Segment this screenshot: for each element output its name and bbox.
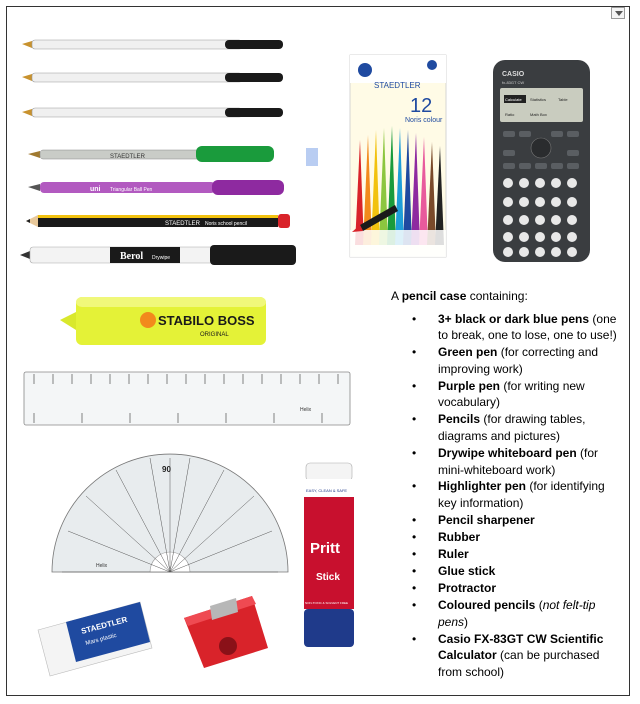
- list-intro: A pencil case containing:: [391, 289, 528, 303]
- pritt-label: Pritt: [310, 540, 340, 557]
- noris-pencil-label: STAEDTLER: [165, 221, 200, 227]
- noris-pencil-sub: Noris school pencil: [205, 221, 247, 227]
- list-item: • Pencils (for drawing tables, diagrams and pictures): [384, 411, 624, 444]
- list-item: • Glue stick: [384, 563, 624, 580]
- berol-sub: Drywipe: [152, 255, 171, 261]
- calc-menu-1: Calculate: [505, 97, 522, 102]
- highlighter: [60, 297, 266, 345]
- colour-box-number: 12: [410, 95, 433, 117]
- pritt-sub: Stick: [316, 572, 340, 583]
- green-pen: [28, 146, 274, 162]
- list-item: • Pencil sharpener: [384, 512, 624, 529]
- ruler-brand: Helix: [300, 407, 312, 413]
- protractor: [52, 454, 288, 572]
- black-pen-3: [22, 108, 283, 117]
- purple-pen: [28, 180, 284, 195]
- black-pen-1: [22, 40, 283, 49]
- pritt-tagline: EASY, CLEAN & SAFE: [306, 488, 348, 493]
- protractor-brand: Helix: [96, 563, 108, 569]
- protractor-center-label: 90: [162, 465, 171, 474]
- uni-pen-label: uni: [90, 186, 101, 193]
- colour-box-title: Noris colour: [405, 117, 443, 124]
- list-item: • Highlighter pen (for identifying key information): [384, 478, 624, 511]
- list-item: • Green pen (for correcting and improving work): [384, 344, 624, 377]
- scientific-calculator: [493, 60, 590, 262]
- intro-bold: pencil case: [401, 289, 467, 303]
- colour-box-brand: STAEDTLER: [374, 81, 421, 90]
- list-item: • Rubber: [384, 529, 624, 546]
- stabilo-label: STABILO BOSS: [158, 313, 255, 328]
- noris-pencil: [26, 214, 290, 228]
- uni-pen-sub: Triangular Ball Pen: [110, 187, 153, 193]
- ruler: [24, 372, 350, 425]
- list-item: • 3+ black or dark blue pens (one to break, one to lose, one to use!): [384, 311, 624, 344]
- list-item: • Protractor: [384, 580, 624, 597]
- calc-menu-4: Ratio: [505, 112, 515, 117]
- pencil-sharpener: [184, 596, 268, 668]
- list-item: • Drywipe whiteboard pen (for mini-whiteboard work): [384, 445, 624, 478]
- rubber-sub: Mars plastic: [84, 632, 118, 647]
- calc-menu-2: Statistics: [530, 97, 547, 102]
- staedtler-pen-label: STAEDTLER: [110, 154, 145, 160]
- berol-label: Berol: [120, 251, 144, 262]
- coloured-pencils-box: [350, 55, 446, 257]
- pritt-footer: NON-TOXIC & SOLVENT FREE: [305, 601, 349, 605]
- casio-model: fx-83GT CW: [502, 80, 525, 85]
- list-item: • Coloured pencils (not felt-tip pens): [384, 597, 624, 630]
- calc-menu-3: Table: [558, 97, 568, 102]
- list-item: • Casio FX-83GT CW Scientific Calculator (can be purchased from school): [384, 631, 624, 681]
- black-pen-2: [22, 73, 283, 82]
- items-list: [384, 311, 624, 681]
- list-item: • Ruler: [384, 546, 624, 563]
- rubber-brand: STAEDTLER: [80, 614, 129, 636]
- glue-stick: [304, 463, 354, 647]
- calc-menu-5: Math Box: [530, 112, 547, 117]
- drywipe-pen: [20, 245, 296, 265]
- casio-brand: CASIO: [502, 71, 525, 78]
- list-item: • Purple pen (for writing new vocabulary): [384, 378, 624, 411]
- equipment-list: [384, 288, 624, 681]
- stabilo-sub: ORIGINAL: [200, 332, 229, 338]
- rubber: [38, 602, 152, 676]
